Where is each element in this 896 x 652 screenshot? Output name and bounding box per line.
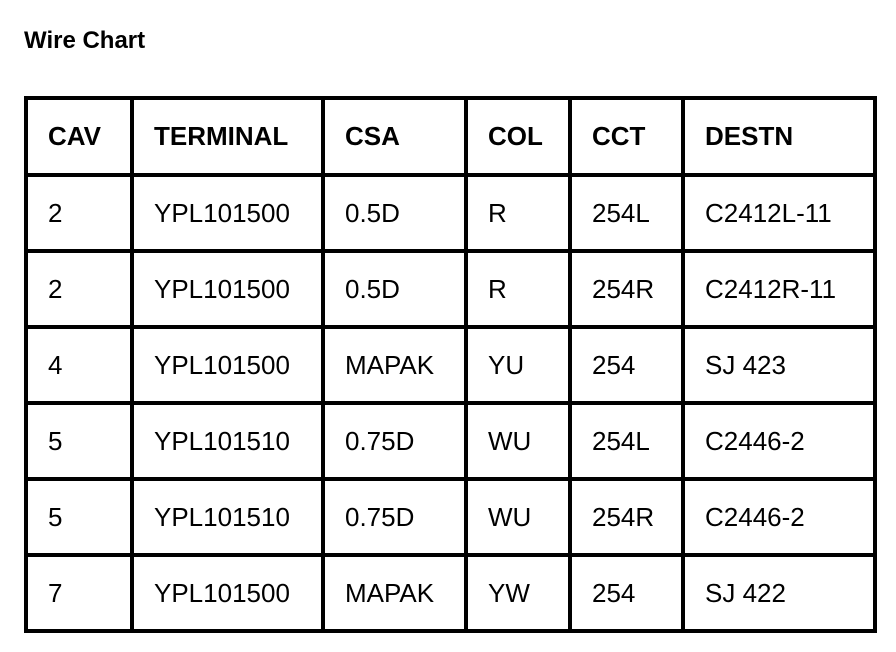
cell-csa: 0.75D xyxy=(323,403,466,479)
cell-destn: SJ 422 xyxy=(683,555,875,631)
header-cct: CCT xyxy=(570,98,683,175)
table-row xyxy=(26,403,875,479)
cell-destn: C2412R-11 xyxy=(683,251,875,327)
cell-destn: SJ 423 xyxy=(683,327,875,403)
cell-cav: 5 xyxy=(26,479,132,555)
cell-destn: C2412L-11 xyxy=(683,175,875,251)
cell-terminal: YPL101510 xyxy=(132,403,323,479)
cell-cct: 254 xyxy=(570,327,683,403)
cell-cav: 7 xyxy=(26,555,132,631)
cell-cav: 2 xyxy=(26,251,132,327)
table-row xyxy=(26,175,875,251)
cell-cav: 5 xyxy=(26,403,132,479)
table-row xyxy=(26,251,875,327)
cell-terminal: YPL101500 xyxy=(132,327,323,403)
cell-terminal: YPL101500 xyxy=(132,175,323,251)
cell-terminal: YPL101510 xyxy=(132,479,323,555)
cell-col: WU xyxy=(466,479,570,555)
wire-chart-table xyxy=(24,96,877,633)
cell-destn: C2446-2 xyxy=(683,403,875,479)
table-row xyxy=(26,555,875,631)
header-cav: CAV xyxy=(26,98,132,175)
cell-cct: 254R xyxy=(570,251,683,327)
page-title: Wire Chart xyxy=(24,27,146,54)
header-col: COL xyxy=(466,98,570,175)
cell-csa: MAPAK xyxy=(323,555,466,631)
cell-cct: 254 xyxy=(570,555,683,631)
header-destn: DESTN xyxy=(683,98,875,175)
table-row xyxy=(26,327,875,403)
cell-cav: 4 xyxy=(26,327,132,403)
cell-col: YW xyxy=(466,555,570,631)
header-csa: CSA xyxy=(323,98,466,175)
cell-cct: 254L xyxy=(570,403,683,479)
cell-col: R xyxy=(466,251,570,327)
cell-cct: 254L xyxy=(570,175,683,251)
table-header-row xyxy=(26,98,875,175)
cell-cct: 254R xyxy=(570,479,683,555)
cell-cav: 2 xyxy=(26,175,132,251)
cell-terminal: YPL101500 xyxy=(132,251,323,327)
cell-csa: 0.5D xyxy=(323,175,466,251)
cell-csa: 0.5D xyxy=(323,251,466,327)
cell-terminal: YPL101500 xyxy=(132,555,323,631)
header-terminal: TERMINAL xyxy=(132,98,323,175)
cell-csa: MAPAK xyxy=(323,327,466,403)
cell-col: YU xyxy=(466,327,570,403)
cell-col: R xyxy=(466,175,570,251)
table-row xyxy=(26,479,875,555)
cell-destn: C2446-2 xyxy=(683,479,875,555)
cell-col: WU xyxy=(466,403,570,479)
cell-csa: 0.75D xyxy=(323,479,466,555)
